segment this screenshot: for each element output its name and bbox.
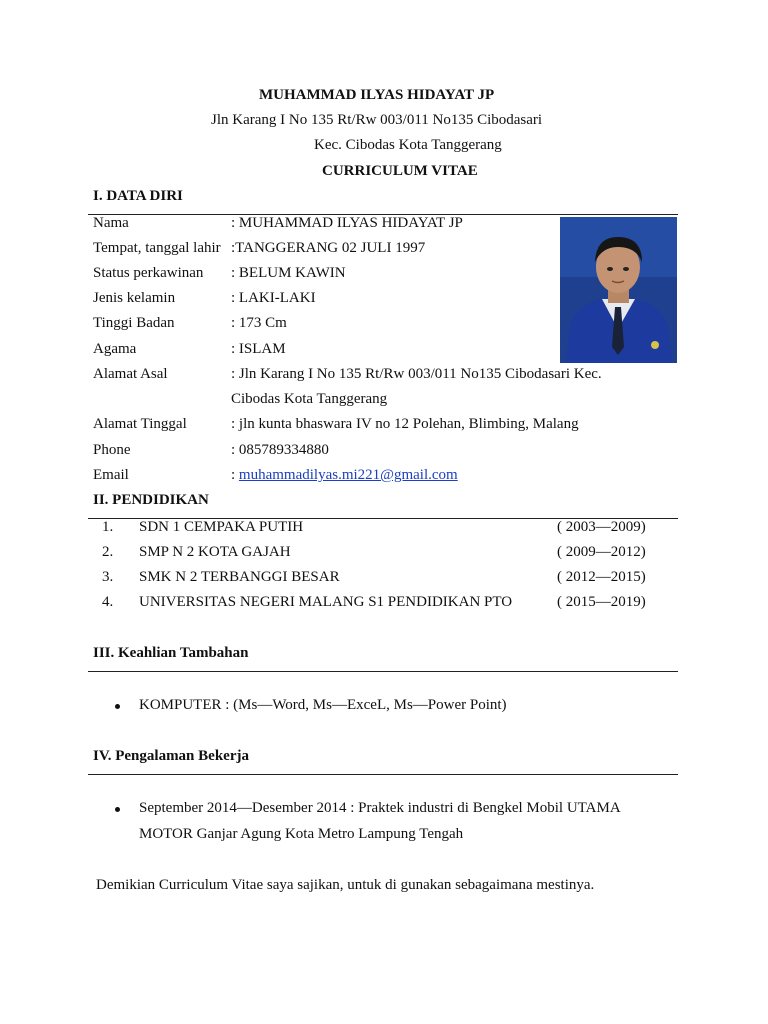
education-years: ( 2003—2009) (557, 519, 646, 535)
section-heading-pendidikan: II. PENDIDIKAN (93, 492, 209, 508)
bullet-icon (115, 807, 120, 812)
field-value-height: : 173 Cm (231, 315, 287, 331)
field-value-nama: : MUHAMMAD ILYAS HIDAYAT JP (231, 215, 463, 231)
field-label-origin-address: Alamat Asal (93, 366, 168, 382)
education-number: 3. (102, 569, 114, 585)
education-years: ( 2009—2012) (557, 544, 646, 560)
field-value-religion: : ISLAM (231, 341, 286, 357)
education-school: SMK N 2 TERBANGGI BESAR (139, 569, 340, 585)
email-link[interactable]: muhammadilyas.mi221@gmail.com (238, 467, 458, 483)
education-number: 2. (102, 544, 114, 560)
education-years: ( 2012—2015) (557, 569, 646, 585)
field-value-origin-address: : Jln Karang I No 135 Rt/Rw 003/011 No135 Cibodasari Kec. (231, 366, 602, 382)
field-value-email (231, 467, 458, 484)
profile-photo (560, 217, 677, 363)
section-divider (88, 671, 678, 672)
header-address-line1: Jln Karang I No 135 Rt/Rw 003/011 No135 Cibodasari (211, 112, 543, 128)
section-heading-data-diri: I. DATA DIRI (93, 188, 183, 204)
experience-line2: MOTOR Ganjar Agung Kota Metro Lampung Tengah (139, 826, 464, 842)
section-heading-keahlian: III. Keahlian Tambahan (93, 645, 249, 661)
closing-statement: Demikian Curriculum Vitae saya sajikan, untuk di gunakan sebagaimana mestinya. (96, 877, 595, 893)
field-value-gender: : LAKI-LAKI (231, 290, 316, 306)
field-label-phone: Phone (93, 442, 131, 458)
skill-item: KOMPUTER : (Ms—Word, Ms—ExceL, Ms—Power Point) (139, 697, 507, 713)
section-divider (88, 774, 678, 775)
education-number: 4. (102, 594, 114, 610)
field-value-ttl: :TANGGERANG 02 JULI 1997 (231, 240, 426, 256)
field-label-religion: Agama (93, 341, 137, 357)
field-label-ttl: Tempat, tanggal lahir (93, 240, 221, 256)
field-value-origin-address-cont: Cibodas Kota Tanggerang (231, 391, 388, 407)
experience-line1: September 2014—Desember 2014 : Praktek industri di Bengkel Mobil UTAMA (139, 800, 621, 816)
field-value-current-address: : jln kunta bhaswara IV no 12 Polehan, Blimbing, Malang (231, 416, 579, 432)
field-value-status: : BELUM KAWIN (231, 265, 346, 281)
field-label-nama: Nama (93, 215, 129, 231)
education-school: UNIVERSITAS NEGERI MALANG S1 PENDIDIKAN PTO (139, 594, 513, 610)
field-label-email: Email (93, 467, 129, 483)
education-school: SMP N 2 KOTA GAJAH (139, 544, 291, 560)
education-number: 1. (102, 519, 114, 535)
email-prefix: : (231, 467, 239, 483)
field-label-current-address: Alamat Tinggal (93, 416, 187, 432)
field-label-status: Status perkawinan (93, 265, 204, 281)
header-address-line2: Kec. Cibodas Kota Tanggerang (314, 137, 502, 153)
field-label-gender: Jenis kelamin (93, 290, 176, 306)
section-heading-pengalaman: IV. Pengalaman Bekerja (93, 748, 249, 764)
field-value-phone: : 085789334880 (231, 442, 329, 458)
education-school: SDN 1 CEMPAKA PUTIH (139, 519, 304, 535)
field-label-height: Tinggi Badan (93, 315, 175, 331)
document-title: CURRICULUM VITAE (322, 163, 478, 179)
education-years: ( 2015—2019) (557, 594, 646, 610)
cv-owner-name: MUHAMMAD ILYAS HIDAYAT JP (259, 87, 495, 103)
portrait-image (560, 217, 677, 363)
bullet-icon (115, 704, 120, 709)
